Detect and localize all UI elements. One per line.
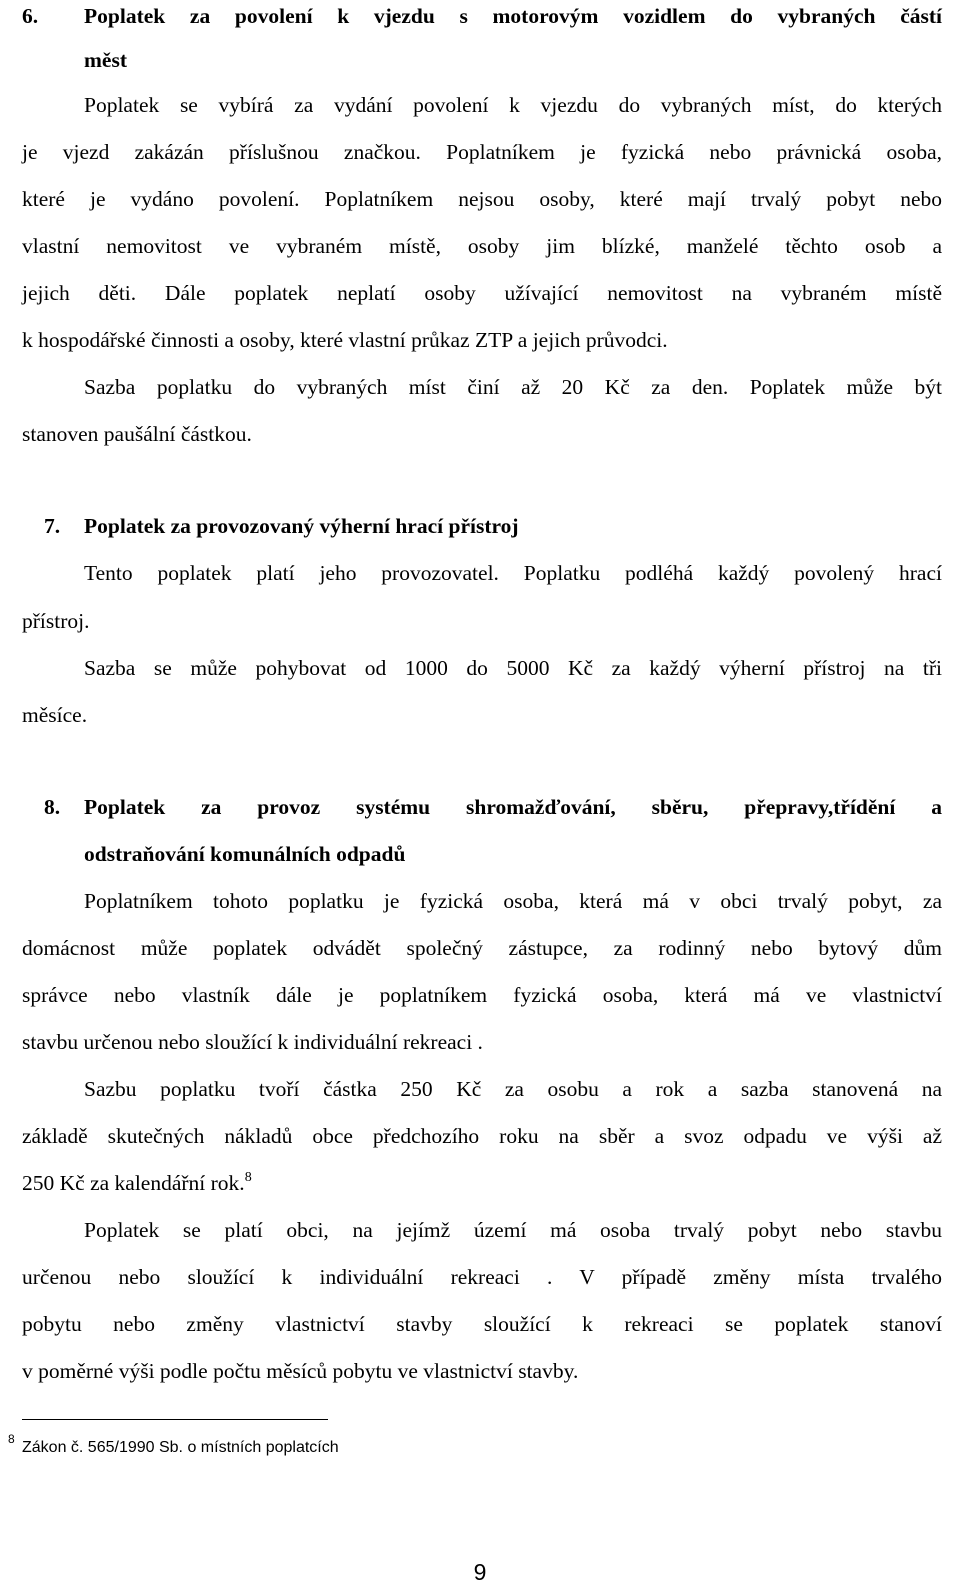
paragraph-line: Poplatek se platí obci, na jejímž území má osoba trvalý pobyt nebo stavbu — [84, 1218, 942, 1242]
paragraph-line: určenou nebo sloužící k individuální rekreaci . V případě změny místa trvalého — [22, 1265, 942, 1289]
footnote-reference[interactable]: 8 — [244, 1170, 252, 1185]
paragraph-line: měsíce. — [22, 703, 88, 727]
paragraph-line: Sazbu poplatku tvoří částka 250 Kč za osobu a rok a sazba stanovená na — [84, 1077, 942, 1101]
footnote-mark: 8 — [8, 1432, 15, 1446]
paragraph-line: Poplatek se vybírá za vydání povolení k vjezdu do vybraných míst, do kterých — [84, 93, 942, 117]
page-number: 9 — [473, 1559, 487, 1585]
section-heading: odstraňování komunálních odpadů — [84, 842, 406, 866]
footnote-text: Zákon č. 565/1990 Sb. o místních poplatcích — [22, 1439, 339, 1456]
section-number: 6. — [22, 4, 39, 28]
paragraph-line: jejich děti. Dále poplatek neplatí osoby užívající nemovitost na vybraném místě — [22, 281, 942, 305]
paragraph-line: vlastní nemovitost ve vybraném místě, osoby jim blízké, manželé těchto osob a — [22, 234, 942, 258]
section-number: 8. — [44, 795, 61, 819]
paragraph-line: přístroj. — [22, 609, 90, 633]
section-heading: Poplatek za provozovaný výherní hrací přístroj — [84, 514, 519, 538]
section-heading: Poplatek za provoz systému shromažďování, sběru, přepravy,třídění a — [84, 795, 942, 819]
paragraph-line: Tento poplatek platí jeho provozovatel. Poplatku podléhá každý povolený hrací — [84, 561, 942, 585]
paragraph-line: k hospodářské činnosti a osoby, které vlastní průkaz ZTP a jejich průvodci. — [22, 328, 668, 352]
paragraph-line: které je vydáno povolení. Poplatníkem nejsou osoby, které mají trvalý pobyt nebo — [22, 187, 942, 211]
paragraph-line: základě skutečných nákladů obce předchozího roku na sběr a svoz odpadu ve výši až — [22, 1124, 942, 1148]
paragraph-line: Sazba poplatku do vybraných míst činí až 20 Kč za den. Poplatek může být — [84, 375, 942, 399]
paragraph-line: v poměrné výši podle počtu měsíců pobytu ve vlastnictví stavby. — [22, 1359, 579, 1383]
paragraph-line: pobytu nebo změny vlastnictví stavby sloužící k rekreaci se poplatek stanoví — [22, 1312, 942, 1336]
paragraph-line: Sazba se může pohybovat od 1000 do 5000 Kč za každý výherní přístroj na tři — [84, 656, 942, 680]
paragraph-line — [22, 1171, 942, 1195]
paragraph-line: stavbu určenou nebo sloužící k individuální rekreaci . — [22, 1030, 483, 1054]
paragraph-line: domácnost může poplatek odvádět společný zástupce, za rodinný nebo bytový dům — [22, 936, 942, 960]
section-number: 7. — [44, 514, 61, 538]
paragraph-line: Poplatníkem tohoto poplatku je fyzická osoba, která má v obci trvalý pobyt, za — [84, 889, 942, 913]
footnote-separator — [22, 1419, 328, 1420]
section-heading: měst — [84, 48, 127, 72]
section-heading: Poplatek za povolení k vjezdu s motorovým vozidlem do vybraných částí — [84, 4, 942, 28]
paragraph-text: 250 Kč za kalendářní rok. — [22, 1171, 245, 1195]
paragraph-line: stanoven paušální částkou. — [22, 422, 252, 446]
paragraph-line: je vjezd zakázán příslušnou značkou. Poplatníkem je fyzická nebo právnická osoba, — [22, 140, 942, 164]
paragraph-line: správce nebo vlastník dále je poplatníkem fyzická osoba, která má ve vlastnictví — [22, 983, 942, 1007]
footnote — [8, 1432, 339, 1458]
